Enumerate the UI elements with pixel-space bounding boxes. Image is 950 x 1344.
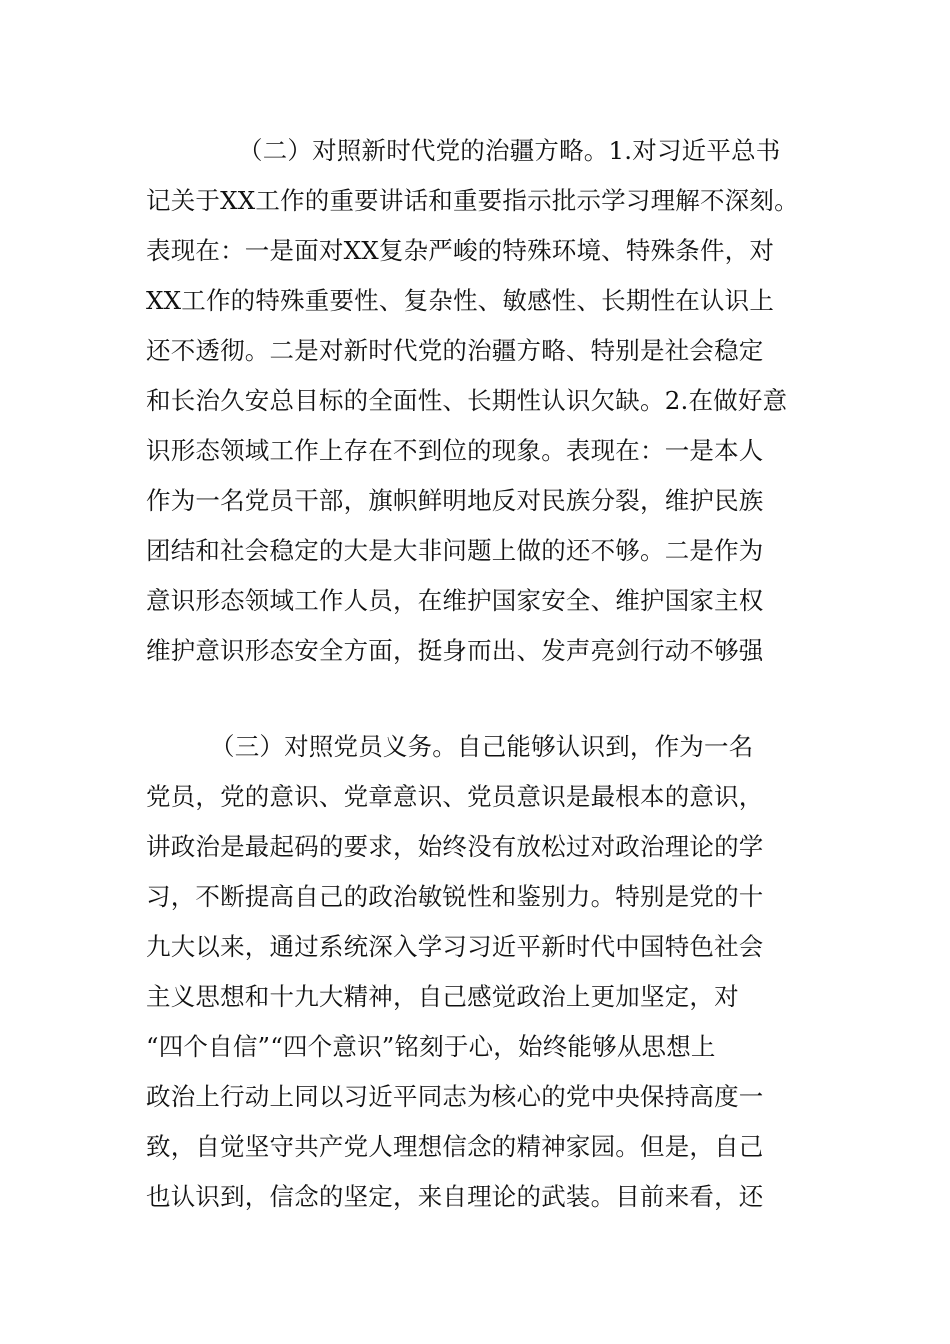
paragraph-line: 还不透彻。二是对新时代党的治疆方略、特别是社会稳定 xyxy=(146,336,764,365)
paragraph-line: 识形态领域工作上存在不到位的现象。表现在：一是本人 xyxy=(146,436,764,465)
paragraph-line: 九大以来，通过系统深入学习习近平新时代中国特色社会 xyxy=(146,932,764,961)
paragraph-line: （三）对照党员义务。自己能够认识到，作为一名 xyxy=(210,732,754,761)
paragraph-line: （二）对照新时代党的治疆方略。1.对习近平总书 xyxy=(238,136,781,165)
paragraph-line: 作为一名党员干部，旗帜鲜明地反对民族分裂，维护民族 xyxy=(146,486,764,515)
paragraph-line: 也认识到，信念的坚定，来自理论的武装。目前来看，还 xyxy=(146,1182,764,1211)
paragraph-line: “四个自信”“四个意识”铭刻于心，始终能够从思想上 xyxy=(146,1032,716,1061)
paragraph-line: 团结和社会稳定的大是大非问题上做的还不够。二是作为 xyxy=(146,536,764,565)
paragraph-line: XX工作的特殊重要性、复杂性、敏感性、长期性在认识上 xyxy=(146,286,775,315)
paragraph-line: 政治上行动上同以习近平同志为核心的党中央保持高度一 xyxy=(146,1082,764,1111)
paragraph-line: 习，不断提高自己的政治敏锐性和鉴别力。特别是党的十 xyxy=(146,882,764,911)
paragraph-line: 讲政治是最起码的要求，始终没有放松过对政治理论的学 xyxy=(146,832,764,861)
paragraph-line: 和长治久安总目标的全面性、长期性认识欠缺。2.在做好意 xyxy=(146,386,788,415)
paragraph-line: 致，自觉坚守共产党人理想信念的精神家园。但是，自己 xyxy=(146,1132,764,1161)
paragraph-line: 党员，党的意识、党章意识、党员意识是最根本的意识， xyxy=(146,782,764,811)
paragraph-line: 意识形态领域工作人员，在维护国家安全、维护国家主权 xyxy=(146,586,764,615)
paragraph-line: 表现在：一是面对XX复杂严峻的特殊环境、特殊条件，对 xyxy=(146,236,775,265)
paragraph-line: 主义思想和十九大精神，自己感觉政治上更加坚定，对 xyxy=(146,982,739,1011)
paragraph-line: 维护意识形态安全方面，挺身而出、发声亮剑行动不够强 xyxy=(146,636,764,665)
paragraph-line: 记关于XX工作的重要讲话和重要指示批示学习理解不深刻。 xyxy=(146,186,799,215)
